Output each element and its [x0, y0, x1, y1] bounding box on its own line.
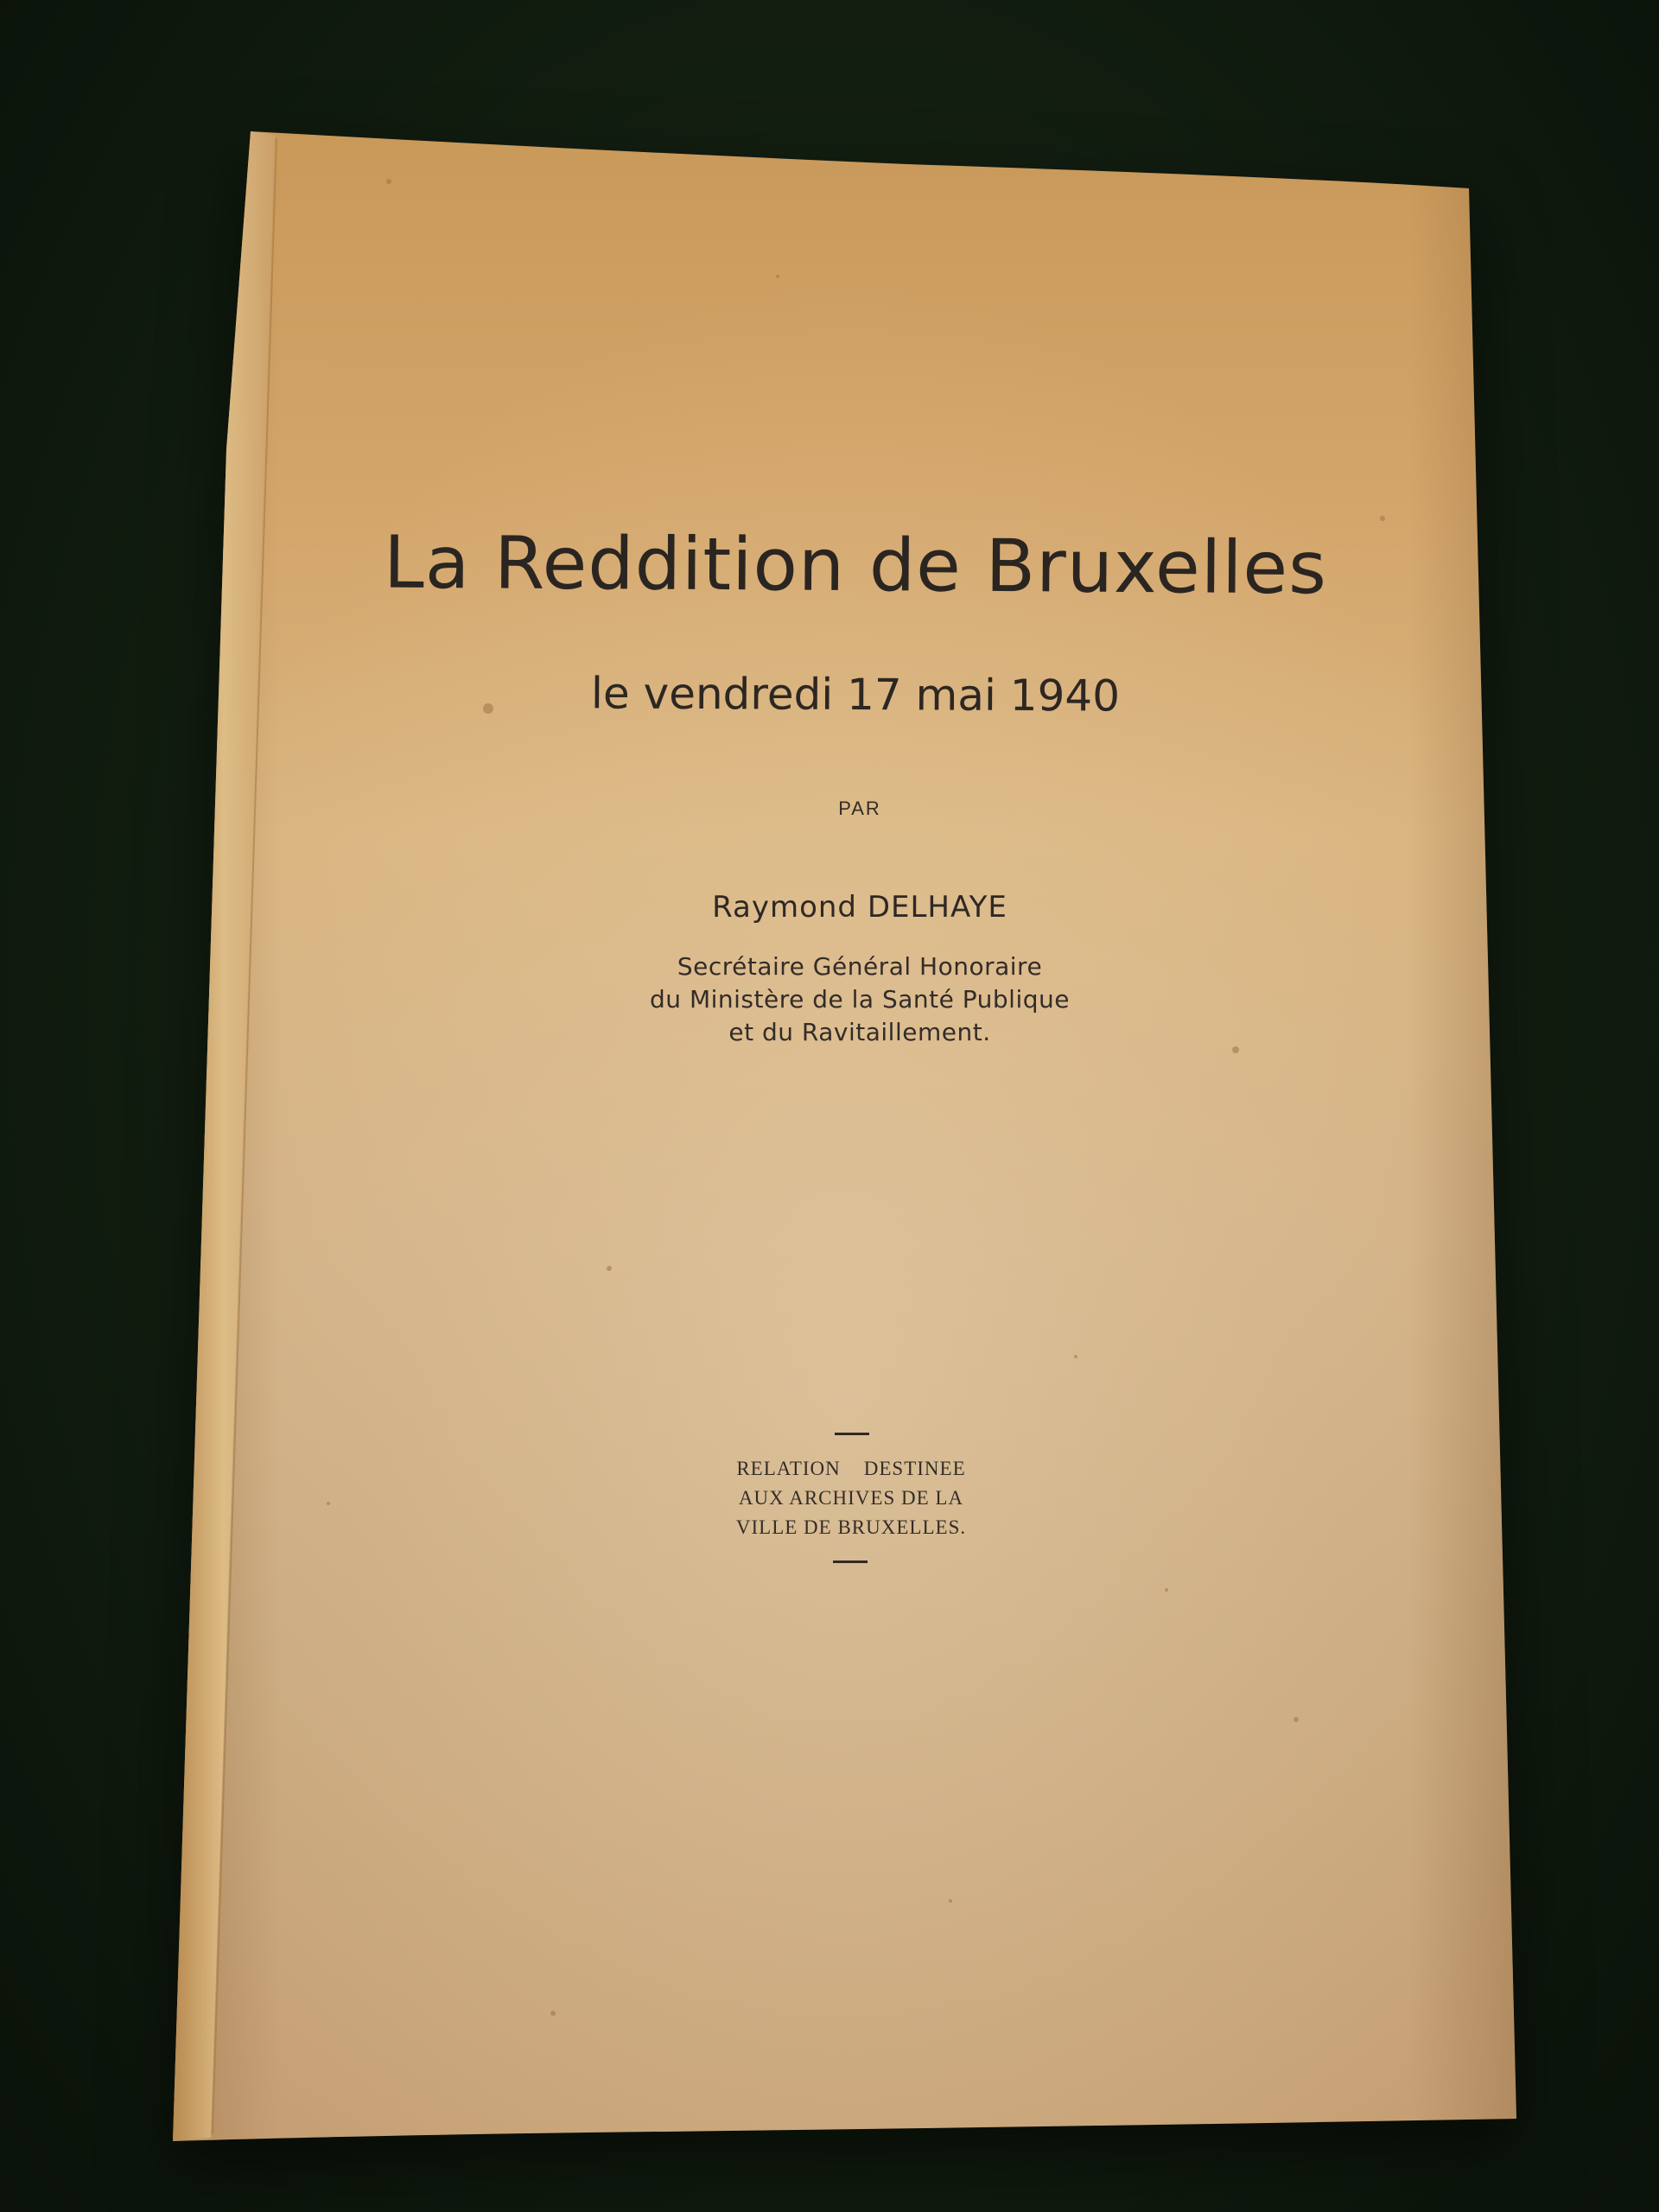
relation-note — [674, 1454, 1028, 1542]
book-subtitle-date: le vendredi 17 mai 1940 — [590, 668, 1121, 721]
rule-bottom — [833, 1560, 868, 1563]
book-title: La Reddition de Bruxelles — [383, 519, 1328, 611]
relation-line: VILLE DE BRUXELLES. — [735, 1516, 967, 1538]
by-label: PAR — [838, 798, 881, 819]
affiliation-line: et du Ravitaillement. — [728, 1018, 991, 1046]
affiliation-line: du Ministère de la Santé Publique — [650, 985, 1070, 1014]
rule-top — [835, 1433, 869, 1435]
relation-line: RELATION DESTINEE — [736, 1458, 966, 1479]
relation-line: AUX ARCHIVES DE LA — [738, 1487, 964, 1509]
affiliation-line: Secrétaire Général Honoraire — [677, 952, 1043, 981]
author-name: Raymond DELHAYE — [712, 890, 1007, 925]
author-affiliation — [544, 950, 1175, 1049]
